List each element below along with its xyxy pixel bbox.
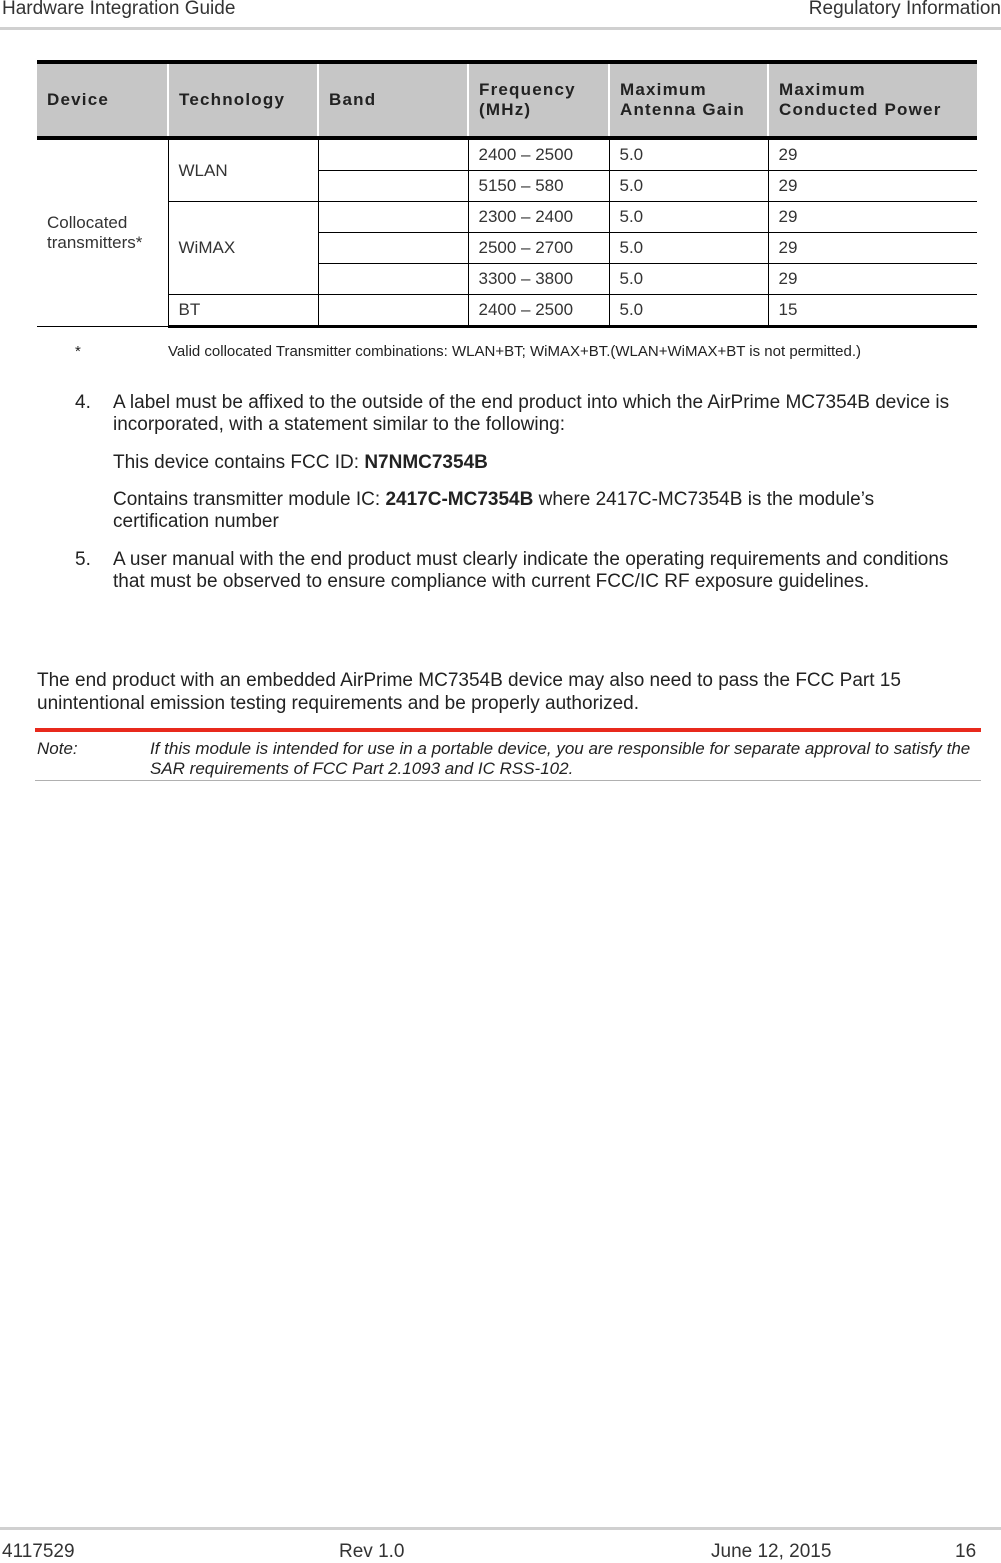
list-item-text: A user manual with the end product must clearly indicate the operating requirements and conditions that must be observed to ensure compliance with current FCC/IC RF exposure guidelines. (113, 549, 949, 592)
band-cell (318, 138, 468, 171)
power-cell: 29 (768, 171, 977, 202)
fcc-id-value: N7NMC7354B (364, 452, 488, 473)
power-cell: 29 (768, 138, 977, 171)
list-number: 4. (75, 392, 91, 413)
band-cell (318, 171, 468, 202)
ic-suffix: where 2417C-MC7354B is the module’s certification number (113, 489, 875, 532)
footer-doc-number: 4117529 (2, 1541, 75, 1562)
list-item-4 (75, 392, 955, 436)
technology-cell-bt: BT (168, 295, 318, 327)
power-cell: 29 (768, 233, 977, 264)
ic-prefix: Contains transmitter module IC: (113, 489, 386, 510)
band-cell (318, 295, 468, 327)
footer-page-number: 16 (955, 1541, 977, 1562)
frequency-cell: 3300 – 3800 (468, 264, 609, 295)
list-number: 5. (75, 549, 91, 570)
power-cell: 15 (768, 295, 977, 327)
list-item-text: A label must be affixed to the outside of the end product into which the AirPrime MC7354B device is incorporated, with a statement similar to the following: (113, 392, 950, 435)
table-row (37, 138, 977, 171)
col-header-frequency: Frequency (MHz) (468, 62, 609, 138)
table-header-row (37, 62, 977, 138)
technology-cell-wlan: WLAN (168, 138, 318, 202)
band-cell (318, 202, 468, 233)
frequency-cell: 2400 – 2500 (468, 138, 609, 171)
gain-cell: 5.0 (609, 138, 768, 171)
header-section-title: Regulatory Information (808, 0, 1001, 19)
col-header-device: Device (37, 62, 168, 138)
fcc-id-prefix: This device contains FCC ID: (113, 452, 365, 473)
page-footer (0, 1527, 1001, 1562)
col-header-band: Band (318, 62, 468, 138)
note-box (35, 728, 981, 781)
power-cell: 29 (768, 202, 977, 233)
gain-cell: 5.0 (609, 233, 768, 264)
table-row (37, 295, 977, 327)
frequency-cell: 2400 – 2500 (468, 295, 609, 327)
ic-value: 2417C-MC7354B (385, 489, 534, 510)
page-header (0, 0, 1001, 30)
technology-cell-wimax: WiMAX (168, 202, 318, 295)
footer-revision: Rev 1.0 (339, 1541, 405, 1562)
power-cell: 29 (768, 264, 977, 295)
list-item-5 (75, 549, 955, 593)
note-text: If this module is intended for use in a portable device, you are responsible for separate approval to satisfy the SAR requirements of FCC Part 2.1093 and IC RSS-102. (150, 739, 971, 778)
gain-cell: 5.0 (609, 202, 768, 233)
footnote-marker: * (75, 343, 81, 360)
band-cell (318, 233, 468, 264)
frequency-cell: 2300 – 2400 (468, 202, 609, 233)
col-header-conducted-power: Maximum Conducted Power (768, 62, 977, 138)
footnote-text: Valid collocated Transmitter combinations: WLAN+BT; WiMAX+BT.(WLAN+WiMAX+BT is not permitted.) (168, 343, 862, 360)
gain-cell: 5.0 (609, 264, 768, 295)
band-cell (318, 264, 468, 295)
gain-cell: 5.0 (609, 171, 768, 202)
footer-date: June 12, 2015 (711, 1541, 832, 1562)
fcc-id-statement (113, 452, 963, 474)
collocated-transmitters-table (37, 60, 977, 328)
col-header-antenna-gain: Maximum Antenna Gain (609, 62, 768, 138)
device-cell: Collocated transmitters* (37, 138, 168, 327)
table-row (37, 202, 977, 233)
frequency-cell: 2500 – 2700 (468, 233, 609, 264)
ic-statement (113, 489, 963, 533)
col-header-technology: Technology (168, 62, 318, 138)
header-doc-title: Hardware Integration Guide (2, 0, 236, 19)
body-paragraph: The end product with an embedded AirPrime MC7354B device may also need to pass the FCC Part 15 unintentional emission testing requirements and be properly authorized. (37, 670, 901, 714)
gain-cell: 5.0 (609, 295, 768, 327)
note-label: Note: (37, 739, 78, 758)
frequency-cell: 5150 – 580 (468, 171, 609, 202)
